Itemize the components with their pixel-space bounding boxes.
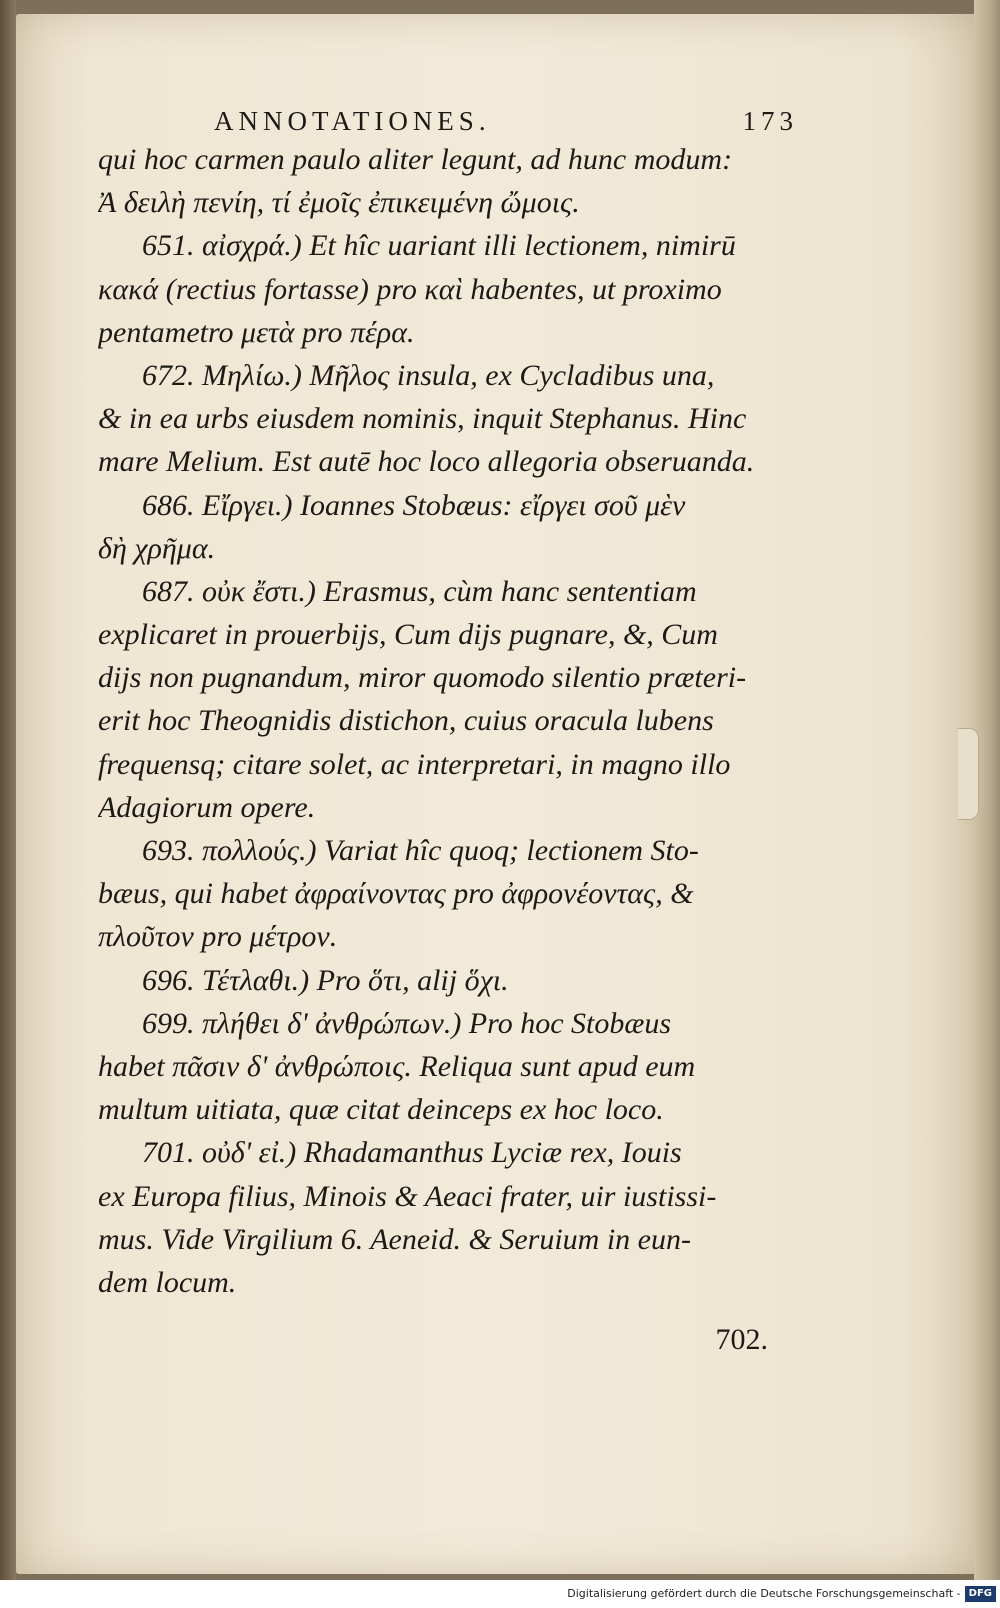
text-line: 686. Εἴργει.) Ioannes Stobæus: εἴργει σοῦ μὲν [142,488,686,522]
text-line: explicaret in prouerbijs, Cum dijs pugnare, &, Cum [98,618,718,652]
text-line: mare Melium. Est autē hoc loco allegoria obseruanda. [98,445,755,479]
text-line: dijs non pugnandum, miror quomodo silentio præteri- [98,661,747,695]
text-line: 693. πολλούς.) Variat hîc quoq; lectionem Sto- [142,834,699,867]
book-gutter [0,0,16,1608]
text-line: frequensq; citare solet, ac interpretari, in magno illo [98,747,731,781]
catchword: 702. [715,1323,768,1357]
text-line: mus. Vide Virgilium 6. Aeneid. & Seruium in eun- [98,1222,691,1256]
footer-text: Digitalisierung gefördert durch die Deutsche Forschungsgemeinschaft - [567,1587,961,1600]
dfg-logo: DFG [965,1586,996,1602]
text-line: dem locum. [98,1265,237,1299]
text-line: 701. οὐδ' εἰ.) Rhadamanthus Lyciæ rex, Iouis [142,1136,682,1170]
text-line: & in ea urbs eiusdem nominis, inquit Stephanus. Hinc [98,402,747,436]
text-line: habet πᾶσιν δ' ἀνθρώποις. Reliqua sunt apud eum [98,1049,696,1083]
digitization-footer [0,1580,1000,1608]
text-line: qui hoc carmen paulo aliter legunt, ad hunc modum: [98,143,733,176]
text-line: 699. πλήθει δ' ἀνθρώπων.) Pro hoc Stobæus [142,1006,672,1040]
page-text [98,100,798,1361]
text-line: 651. αἰσχρά.) Et hîc uariant illi lectionem, nimirū [142,229,736,263]
running-header [98,100,798,138]
text-line: δὴ χρῆμα. [98,531,216,565]
text-line: 696. Τέτλαθι.) Pro ὅτι, alij ὅχι. [142,963,509,997]
text-line: multum uitiata, quæ citat deinceps ex hoc loco. [98,1093,664,1127]
text-line: 672. Μηλίω.) Μῆλος insula, ex Cycladibus una, [142,358,715,392]
text-line: ex Europa filius, Minois & Aeaci frater, uir iustissi- [98,1179,717,1213]
text-line: κακά (rectius fortasse) pro καὶ habentes, ut proximo [98,272,722,306]
text-line: 687. οὐκ ἔστι.) Erasmus, cùm hanc sententiam [142,574,697,608]
text-line: Adagiorum opere. [98,790,316,824]
text-line: erit hoc Theognidis distichon, cuius oracula lubens [98,704,714,738]
page-tab-marker [958,728,979,820]
text-line: πλοῦτον pro μέτρον. [98,920,338,954]
running-title: ANNOTATIONES. [214,106,491,136]
page-number: 173 [742,106,798,136]
text-line: pentametro μετὰ pro πέρα. [98,315,415,349]
text-line: bæus, qui habet ἀφραίνοντας pro ἀφρονέοντας, & [98,877,694,911]
text-line: Ἀ δειλὴ πενίη, τί ἐμοῖς ἐπικειμένη ὤμοις. [98,186,580,220]
